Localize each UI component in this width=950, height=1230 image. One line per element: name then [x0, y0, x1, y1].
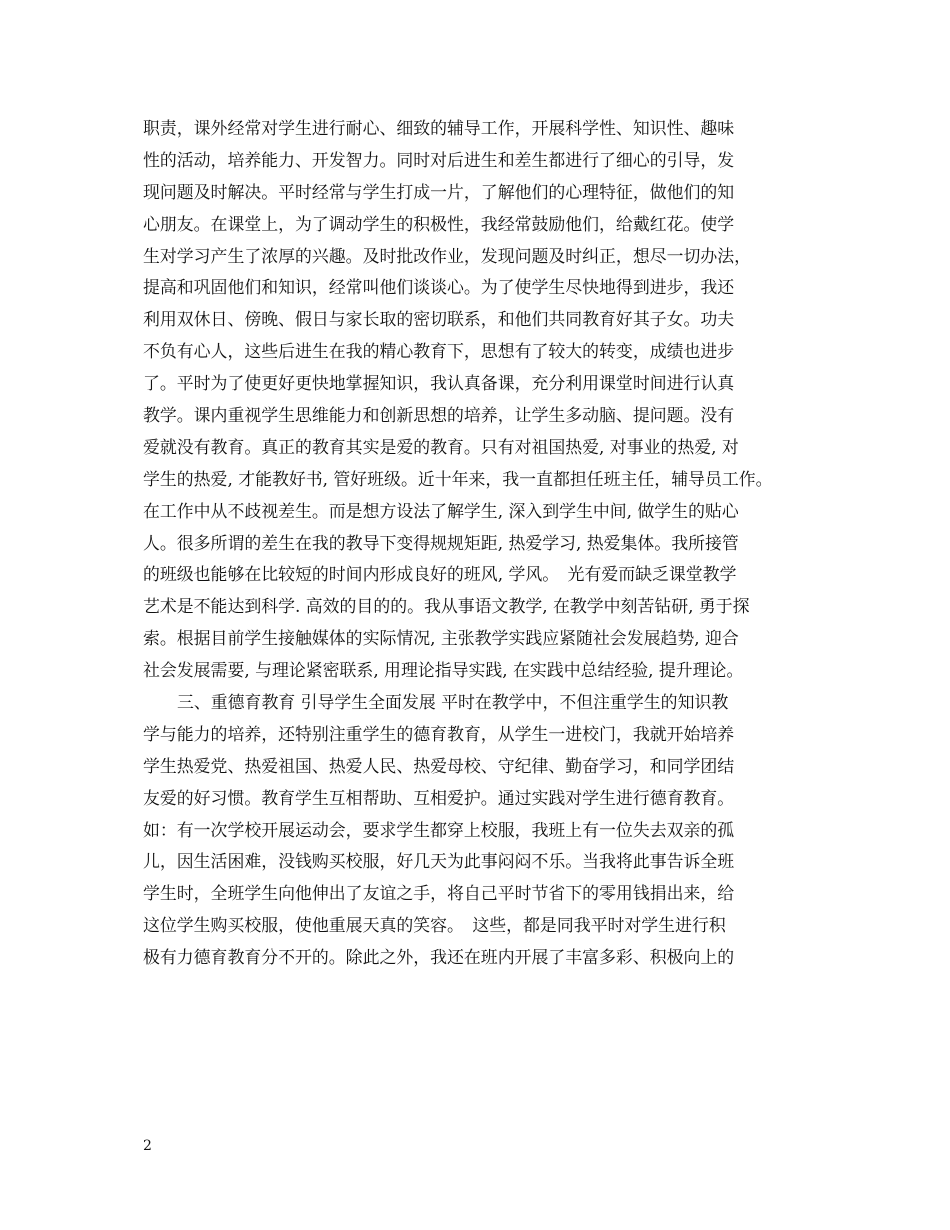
- text-line-9: 了。平时为了使更好更快地掌握知识，我认真备课，充分利用课堂时间进行认真: [143, 373, 735, 394]
- text-line-17: 索。根据目前学生接触媒体的实际情况, 主张教学实践应紧随社会发展趋势, 迎合: [143, 628, 739, 649]
- text-line-16: 艺术是不能达到科学. 高效的目的的。我从事语文教学, 在教学中刻苦钻研, 勇于探: [143, 596, 750, 617]
- text-line-27: 极有力德育教育分不开的。除此之外，我还在班内开展了丰富多彩、积极向上的: [143, 947, 735, 968]
- text-line-12: 学生的热爱, 才能教好书, 管好班级。近十年来，我一直都担任班主任，辅导员工作。: [143, 468, 773, 489]
- text-line-14: 人。很多所谓的差生在我的教导下变得规规矩距, 热爱学习, 热爱集体。我所接管: [143, 532, 739, 553]
- text-line-18: 社会发展需要, 与理论紧密联系, 用理论指导实践, 在实践中总结经验, 提升理论。: [143, 660, 744, 681]
- text-line-24: 儿，因生活困难，没钱购买校服，好几天为此事闷闷不乐。当我将此事告诉全班: [143, 851, 735, 872]
- text-line-2: 性的活动，培养能力、开发智力。同时对后进生和差生都进行了细心的引导，发: [143, 149, 735, 170]
- text-line-15: 的班级也能够在比较短的时间内形成良好的班风, 学风。 光有爱而缺乏课堂教学: [143, 564, 737, 585]
- text-line-3: 现问题及时解决。平时经常与学生打成一片，了解他们的心理特征，做他们的知: [143, 181, 735, 202]
- text-line-7: 利用双休日、傍晚、假日与家长取的密切联系，和他们共同教育好其子女。功夫: [143, 309, 735, 330]
- text-line-8: 不负有心人，这些后进生在我的精心教育下，思想有了较大的转变，成绩也进步: [143, 341, 735, 362]
- body-text: [143, 113, 813, 974]
- text-line-11: 爱就没有教育。真正的教育其实是爱的教育。只有对祖国热爱, 对事业的热爱, 对: [143, 436, 739, 457]
- text-line-5: 生对学习产生了浓厚的兴趣。及时批改作业，发现问题及时纠正，想尽一切办法，: [143, 245, 752, 266]
- text-line-1: 职责，课外经常对学生进行耐心、细致的辅导工作，开展科学性、知识性、趣味: [143, 118, 735, 138]
- section-heading-line: 三、重德育教育 引导学生全面发展 平时在教学中，不但注重学生的知识教: [177, 692, 729, 713]
- text-line-13: 在工作中从不歧视差生。而是想方设法了解学生, 深入到学生中间, 做学生的贴心: [143, 500, 739, 521]
- text-line-26: 这位学生购买校服，使他重展天真的笑容。 这些，都是同我平时对学生进行积: [143, 915, 726, 936]
- text-line-10: 教学。课内重视学生思维能力和创新思想的培养，让学生多动脑、提问题。没有: [143, 405, 735, 426]
- text-line-4: 心朋友。在课堂上，为了调动学生的积极性，我经常鼓励他们，给戴红花。使学: [143, 213, 735, 234]
- text-line-21: 学生热爱党、热爱祖国、热爱人民、热爱母校、守纪律、勤奋学习，和同学团结: [143, 755, 735, 776]
- page-number: 2: [143, 1138, 152, 1154]
- text-line-20: 学与能力的培养，还特别注重学生的德育教育，从学生一进校门，我就开始培养: [143, 723, 735, 744]
- text-line-6: 提高和巩固他们和知识，经常叫他们谈谈心。为了使学生尽快地得到进步，我还: [143, 277, 735, 298]
- text-line-25: 学生时，全班学生向他伸出了友谊之手，将自己平时节省下的零用钱捐出来，给: [143, 883, 735, 904]
- text-line-22: 友爱的好习惯。教育学生互相帮助、互相爱护。通过实践对学生进行德育教育。: [143, 787, 735, 808]
- text-line-23: 如：有一次学校开展运动会，要求学生都穿上校服，我班上有一位失去双亲的孤: [143, 819, 735, 840]
